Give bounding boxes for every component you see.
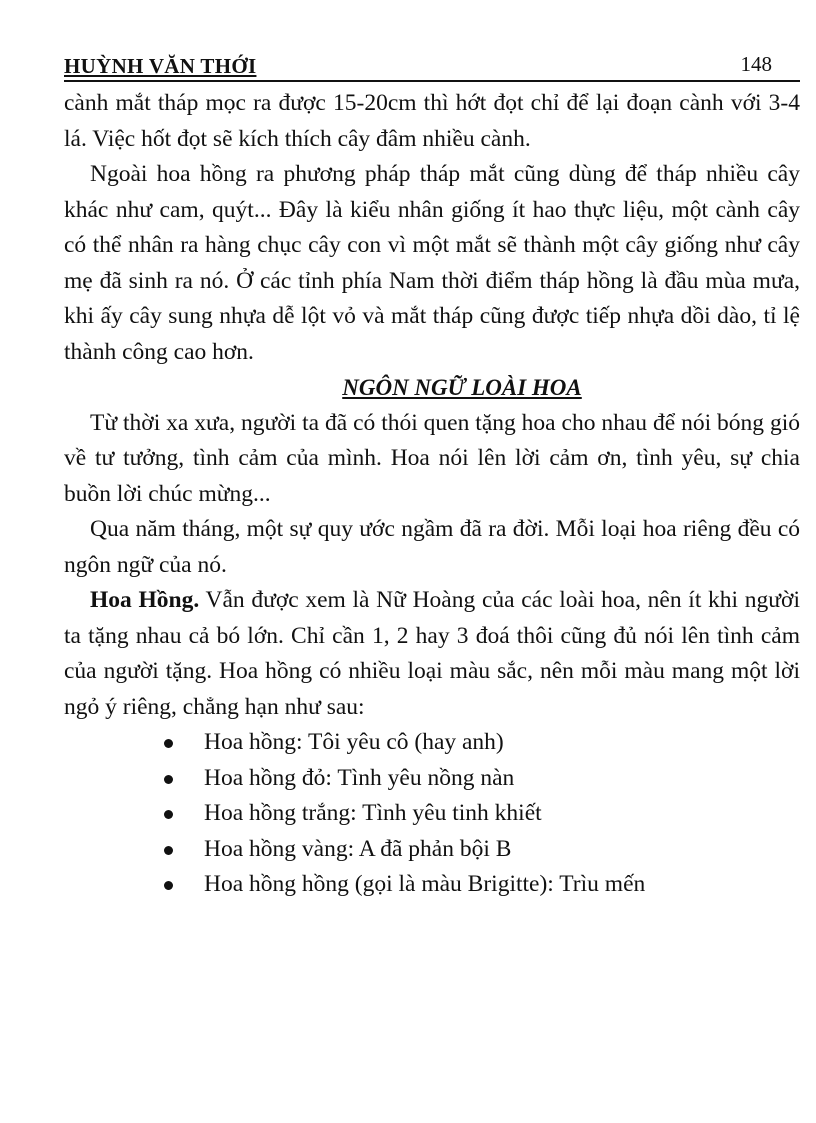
list-item-text: Hoa hồng đỏ: Tình yêu nồng nàn (204, 764, 515, 791)
rose-text: Vẫn được xem là Nữ Hoàng của các loài hoa, nên ít khi người ta tặng nhau cả bó lớn. Chỉ cần 1, 2 hay 3 đoá thôi cũng đủ nói lên tình cảm của người tặng. Hoa hồng có nhiều loại màu sắc, nên mỗi màu mang một lời ngỏ ý riêng, chẳng hạn như sau: (64, 587, 800, 720)
body-text (64, 86, 800, 903)
list-item (154, 761, 800, 797)
bullet-icon (164, 739, 173, 748)
page-number: 148 (740, 52, 772, 76)
list-item-text: Hoa hồng vàng: A đã phản bội B (204, 835, 512, 862)
book-page (64, 50, 800, 903)
header-author: HUỲNH VĂN THỚI (64, 54, 257, 78)
paragraph-grafting: Ngoài hoa hồng ra phương pháp tháp mắt cũng dùng để tháp nhiều cây khác như cam, quýt... Đây là kiểu nhân giống ít hao thực liệu, một cành cây có thể nhân ra hàng chục cây con vì một mắt sẽ thành một cây giống như cây mẹ đã sinh ra nó. Ở các tỉnh phía Nam thời điểm tháp hồng là đầu mùa mưa, khi ấy cây sung nhựa dễ lột vỏ và mắt tháp cũng được tiếp nhựa dồi dào, tỉ lệ thành công cao hơn. (64, 161, 800, 365)
list-item-text: Hoa hồng: Tôi yêu cô (hay anh) (204, 729, 504, 755)
paragraph-tradition: Từ thời xa xưa, người ta đã có thói quen tặng hoa cho nhau để nói bóng gió về tư tưởng, tình cảm của mình. Hoa nói lên lời cảm ơn, tình yêu, sự chia buồn lời chúc mừng... (64, 409, 800, 507)
bullet-icon (164, 846, 173, 855)
bullet-icon (164, 810, 173, 819)
list-item (154, 725, 800, 761)
bullet-icon (164, 775, 173, 784)
list-item (154, 796, 800, 832)
rose-color-list (64, 725, 800, 903)
paragraph-continuation: cành mắt tháp mọc ra được 15-20cm thì hớt đọt chỉ để lại đoạn cành với 3-4 lá. Việc hốt đọt sẽ kích thích cây đâm nhiều cành. (64, 90, 800, 152)
list-item-text: Hoa hồng hồng (gọi là màu Brigitte): Trìu mến (204, 871, 646, 897)
list-item (154, 832, 800, 868)
bullet-icon (164, 881, 173, 890)
paragraph-convention: Qua năm tháng, một sự quy ước ngầm đã ra đời. Mỗi loại hoa riêng đều có ngôn ngữ của nó. (64, 516, 800, 578)
running-header (64, 50, 800, 82)
list-item-text: Hoa hồng trắng: Tình yêu tinh khiết (204, 800, 542, 826)
paragraph-rose (64, 583, 800, 725)
rose-lead: Hoa Hồng. (90, 587, 200, 613)
list-item (154, 867, 800, 903)
section-title: NGÔN NGỮ LOÀI HOA (342, 375, 582, 400)
